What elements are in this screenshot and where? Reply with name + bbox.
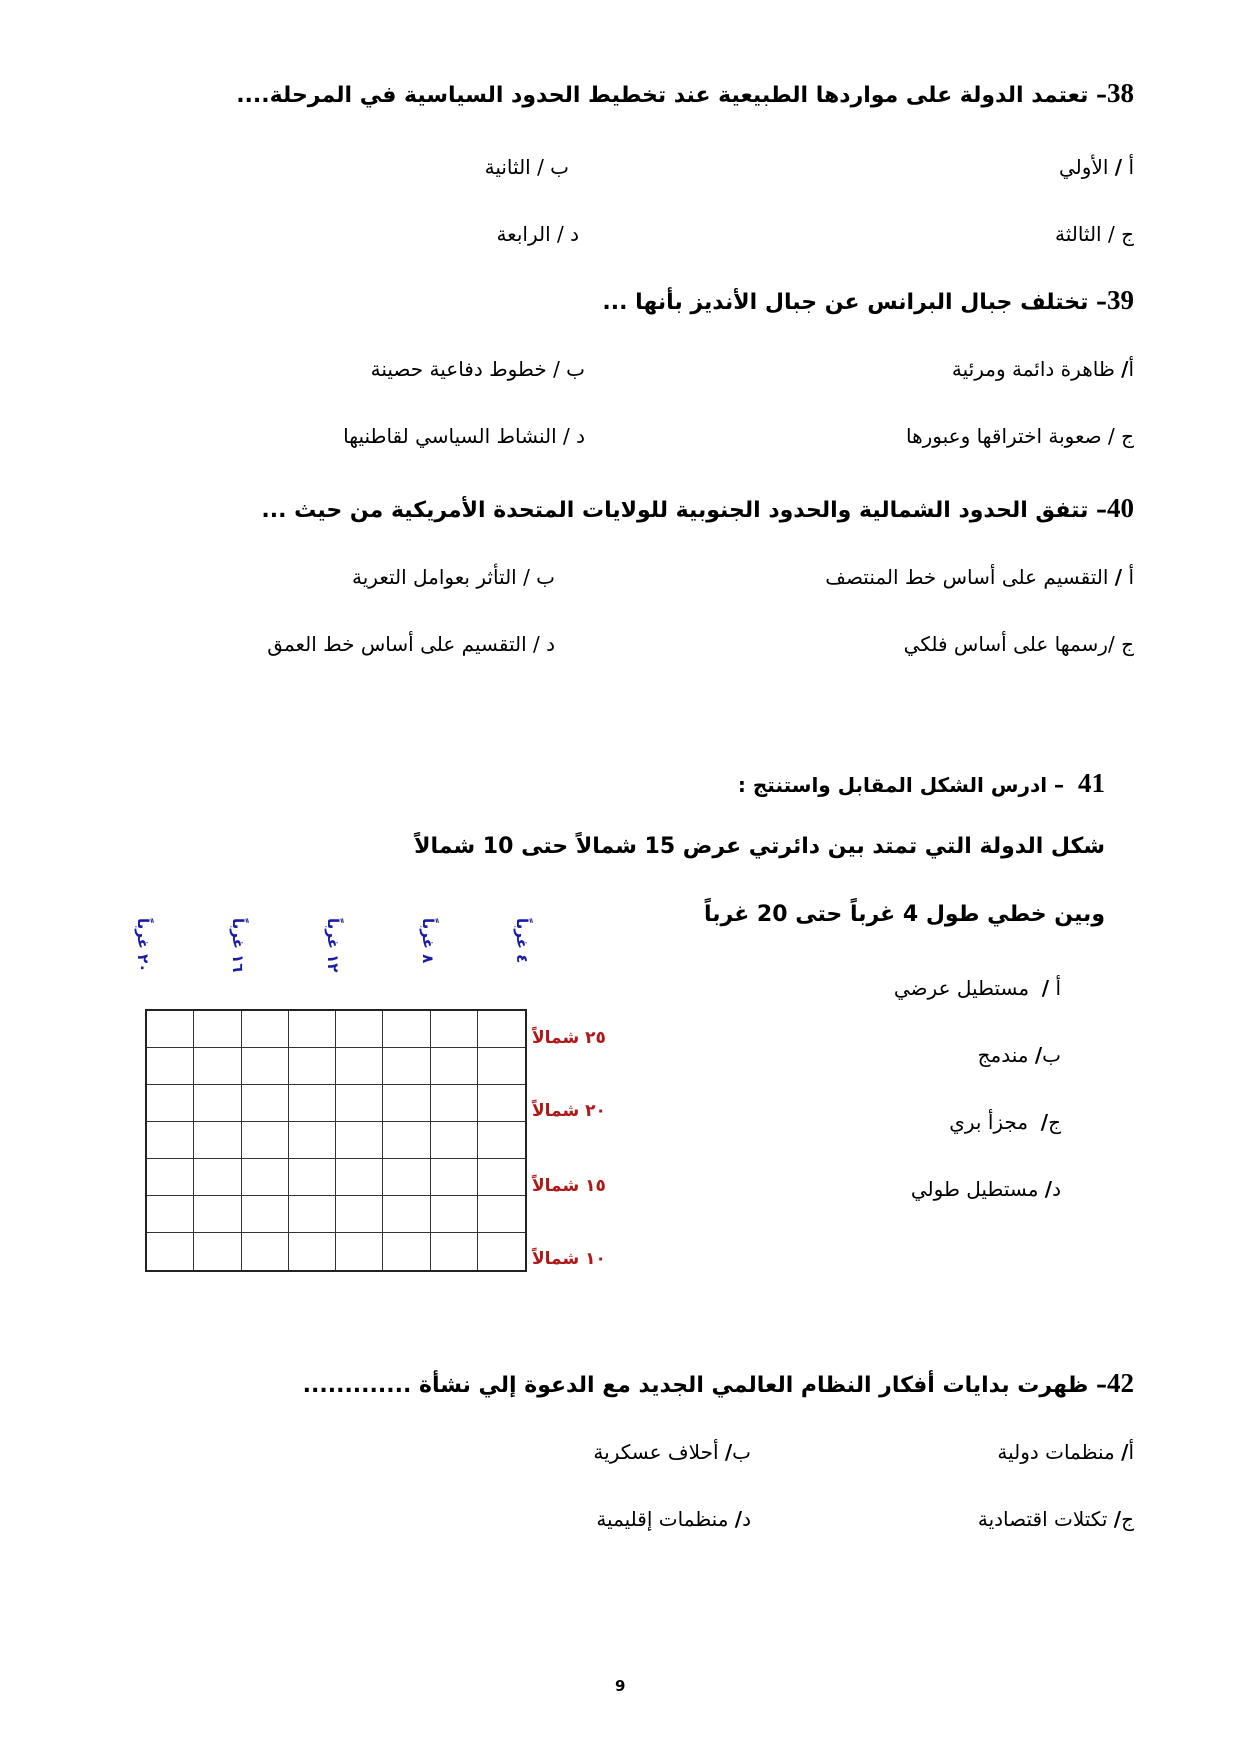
option-d[interactable] [596, 1507, 751, 1531]
option-d[interactable] [911, 1177, 1061, 1201]
grid-cell [336, 1085, 383, 1122]
option-a[interactable] [825, 565, 1134, 589]
grid-cell [194, 1196, 241, 1233]
latitude-label: ٢٥ شمالاً [532, 1028, 606, 1048]
question-text: – تختلف جبال البرانس عن جبال الأنديز بأنها ... [602, 290, 1107, 315]
question-text: وبين خطي طول 4 غرباً حتى 20 غرباً [704, 902, 1105, 927]
option-b[interactable]: ب / التأثر بعوامل التعرية [352, 565, 555, 589]
grid-cell [336, 1122, 383, 1159]
grid-cell [383, 1011, 430, 1048]
grid-cell [431, 1159, 478, 1196]
option-separator: / [1114, 155, 1123, 179]
longitude-label: ٤ غرباً [513, 918, 531, 964]
latitude-label: ١٠ شمالاً [532, 1249, 606, 1269]
option-separator: / [1114, 565, 1123, 589]
option-letter: ب [732, 1440, 751, 1464]
option-text: مجزأ بري [949, 1110, 1029, 1134]
option-text: مندمج [977, 1043, 1029, 1067]
grid-cell [147, 1085, 194, 1122]
option-separator: / [1113, 1507, 1122, 1531]
option-text: التقسيم على أساس خط العمق [267, 632, 527, 656]
question-41-line1 [414, 834, 1105, 859]
option-c[interactable]: ج / الثالثة [1054, 222, 1134, 246]
option-letter: ب [536, 565, 555, 589]
option-text: خطوط دفاعية حصينة [370, 357, 547, 381]
option-letter: أ [1128, 357, 1134, 381]
option-letter: ج [1121, 1507, 1134, 1531]
grid-cell [478, 1122, 525, 1159]
question-41-line2 [704, 902, 1105, 927]
option-text: النشاط السياسي لقاطنيها [343, 424, 557, 448]
grid-cell [194, 1233, 241, 1270]
grid-cell [383, 1085, 430, 1122]
question-number: 38 [1107, 78, 1134, 108]
option-letter: ب [550, 155, 569, 179]
grid-cell [242, 1048, 289, 1085]
option-text: الأولي [1059, 155, 1109, 179]
grid-cell [431, 1048, 478, 1085]
option-letter: أ [1055, 976, 1061, 1000]
longitude-label: ٨ غرباً [419, 918, 437, 964]
grid-cell [242, 1233, 289, 1270]
longitude-label: ١٢ غرباً [324, 918, 342, 973]
option-separator: / [1121, 1440, 1129, 1464]
latitude-label: ٢٠ شمالاً [532, 1101, 606, 1121]
question-number: 42 [1107, 1368, 1134, 1398]
question-number: 39 [1107, 285, 1134, 315]
option-letter: د [742, 1507, 751, 1531]
grid-cell [383, 1196, 430, 1233]
grid-cell [383, 1233, 430, 1270]
option-separator: / [1040, 1110, 1049, 1134]
option-letter: د [570, 222, 579, 246]
option-b[interactable]: ب / خطوط دفاعية حصينة [370, 357, 585, 381]
question-number: 40 [1107, 493, 1134, 523]
option-text: ظاهرة دائمة ومرئية [951, 357, 1115, 381]
question-text: – ادرس الشكل المقابل واستنتج : [737, 773, 1065, 797]
option-c[interactable] [978, 1507, 1134, 1531]
grid-cell [289, 1233, 336, 1270]
grid-cell [431, 1233, 478, 1270]
option-separator: / [1034, 1043, 1043, 1067]
grid-cell [336, 1048, 383, 1085]
option-letter: ج [1121, 632, 1134, 656]
grid-cell [147, 1196, 194, 1233]
latitude-longitude-grid [145, 1009, 527, 1272]
option-separator: / [734, 1507, 743, 1531]
grid-cell [194, 1159, 241, 1196]
question-39-title [602, 285, 1134, 316]
grid-cell [289, 1196, 336, 1233]
grid-cell [478, 1085, 525, 1122]
option-separator: / [724, 1440, 733, 1464]
question-41-title [738, 768, 1105, 799]
option-text: التأثر بعوامل التعرية [352, 565, 517, 589]
option-a[interactable] [894, 976, 1061, 1000]
question-text: شكل الدولة التي تمتد بين دائرتي عرض 15 شمالاً حتى 10 شمالاً [414, 834, 1105, 859]
option-text: أحلاف عسكرية [593, 1440, 719, 1464]
option-b[interactable] [978, 1043, 1061, 1067]
option-d[interactable]: د / الرابعة [496, 222, 579, 246]
grid-cell [289, 1011, 336, 1048]
grid-cell [431, 1011, 478, 1048]
option-b[interactable]: ب / الثانية [484, 155, 569, 179]
option-a[interactable] [952, 357, 1134, 381]
option-letter: د [576, 424, 585, 448]
grid-cell [336, 1233, 383, 1270]
grid-cell [431, 1122, 478, 1159]
question-42-title [303, 1368, 1134, 1399]
question-38-title [236, 78, 1134, 109]
grid-cell [147, 1011, 194, 1048]
option-text: منظمات دولية [997, 1440, 1115, 1464]
grid-cell [289, 1122, 336, 1159]
grid-cell [147, 1159, 194, 1196]
grid-cell [147, 1122, 194, 1159]
latitude-label: ١٥ شمالاً [532, 1176, 606, 1196]
option-a[interactable] [997, 1440, 1134, 1464]
question-40-title [261, 493, 1134, 524]
grid-cell [289, 1048, 336, 1085]
option-letter: ب [566, 357, 585, 381]
option-separator: / [1121, 357, 1129, 381]
option-b[interactable] [593, 1440, 751, 1464]
grid-cell [478, 1159, 525, 1196]
option-d[interactable]: د / التقسيم على أساس خط العمق [267, 632, 555, 656]
option-letter: ب [1042, 1043, 1061, 1067]
option-text: منظمات إقليمية [596, 1507, 729, 1531]
option-text: مستطيل طولي [910, 1177, 1039, 1201]
option-letter: ج [1121, 424, 1134, 448]
option-letter: أ [1128, 155, 1134, 179]
grid-cell [336, 1196, 383, 1233]
option-text: مستطيل عرضي [893, 976, 1030, 1000]
question-text: – تعتمد الدولة على مواردها الطبيعية عند تخطيط الحدود السياسية في المرحلة.... [236, 83, 1107, 108]
longitude-label: ٢٠ غرباً [134, 918, 152, 973]
option-letter: أ [1128, 565, 1134, 589]
option-letter: د [1052, 1177, 1061, 1201]
option-text: الثالثة [1054, 222, 1102, 246]
grid-cell [431, 1196, 478, 1233]
option-text: تكتلات اقتصادية [977, 1507, 1108, 1531]
option-text: الرابعة [496, 222, 551, 246]
grid-cell [478, 1196, 525, 1233]
grid-cell [242, 1122, 289, 1159]
grid-cell [242, 1011, 289, 1048]
grid-cell [383, 1122, 430, 1159]
option-letter: ج [1121, 222, 1134, 246]
grid-cell [289, 1159, 336, 1196]
grid-cell [383, 1048, 430, 1085]
grid-cell [242, 1085, 289, 1122]
option-c[interactable]: ج /رسمها على أساس فلكي [903, 632, 1134, 656]
option-text: الثانية [484, 155, 531, 179]
option-text: رسمها على أساس فلكي [903, 632, 1108, 656]
grid-cell [194, 1048, 241, 1085]
grid-cell [289, 1085, 336, 1122]
option-letter: ج [1048, 1110, 1061, 1134]
page-number: 9 [615, 1677, 626, 1695]
option-c[interactable]: ج / صعوبة اختراقها وعبورها [905, 424, 1134, 448]
grid-cell [194, 1122, 241, 1159]
option-a[interactable] [1059, 155, 1134, 179]
option-c[interactable] [949, 1110, 1061, 1134]
question-text: – تتفق الحدود الشمالية والحدود الجنوبية للولايات المتحدة الأمريكية من حيث ... [261, 498, 1107, 523]
option-d[interactable]: د / النشاط السياسي لقاطنيها [343, 424, 585, 448]
option-text: التقسيم على أساس خط المنتصف [825, 565, 1109, 589]
option-letter: أ [1128, 1440, 1134, 1464]
grid-cell [478, 1011, 525, 1048]
grid-cell [147, 1048, 194, 1085]
grid-cell [194, 1085, 241, 1122]
grid-cell [336, 1159, 383, 1196]
grid-cell [242, 1196, 289, 1233]
grid-cell [194, 1011, 241, 1048]
grid-cell [336, 1011, 383, 1048]
option-letter: د [546, 632, 555, 656]
option-text: صعوبة اختراقها وعبورها [905, 424, 1102, 448]
option-separator: / [1041, 976, 1050, 1000]
option-separator: / [1044, 1177, 1053, 1201]
grid-cell [147, 1233, 194, 1270]
grid-cell [478, 1048, 525, 1085]
grid-cell [478, 1233, 525, 1270]
grid-cell [383, 1159, 430, 1196]
longitude-label: ١٦ غرباً [229, 918, 247, 973]
grid-cell [242, 1159, 289, 1196]
question-number: 41 [1078, 768, 1105, 798]
grid-cell [431, 1085, 478, 1122]
question-text: – ظهرت بدايات أفكار النظام العالمي الجديد مع الدعوة إلي نشأة ............. [302, 1373, 1107, 1398]
